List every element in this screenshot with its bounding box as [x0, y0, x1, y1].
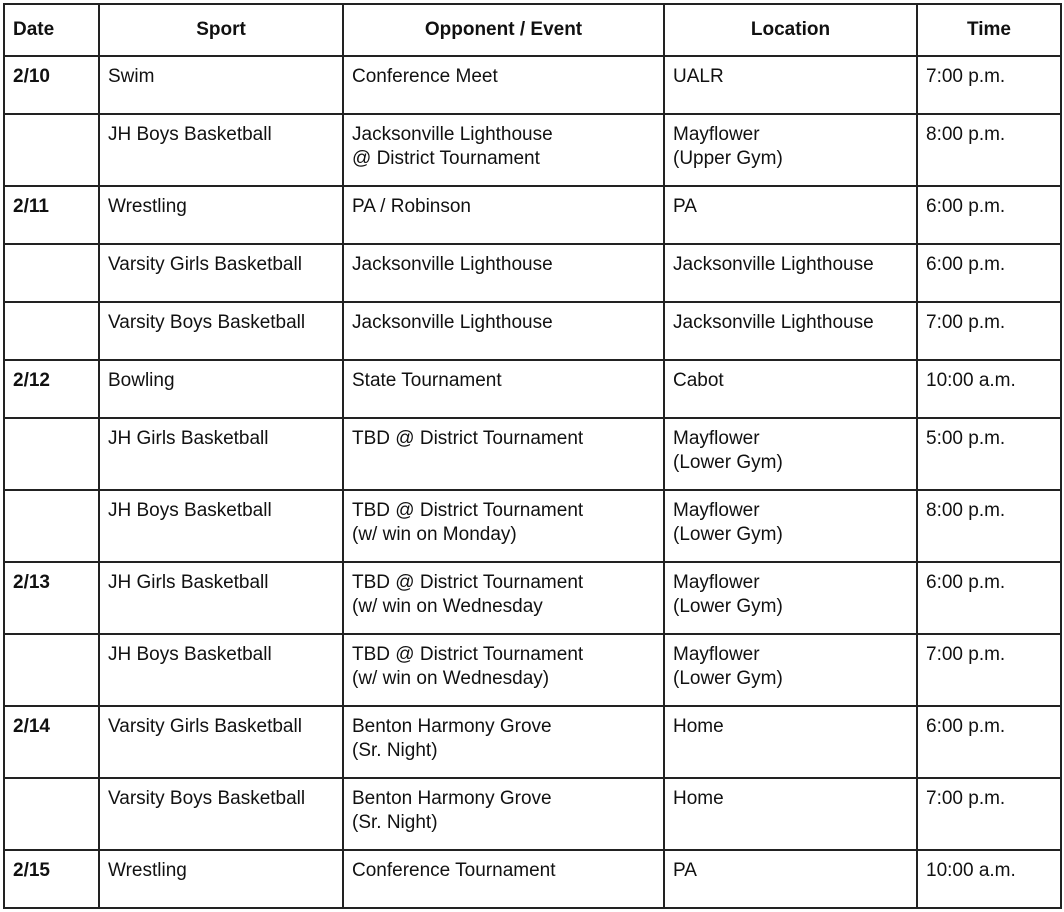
cell-location [664, 706, 917, 778]
opponent-line-2: (Sr. Night) [352, 812, 438, 833]
opponent-line-1: Benton Harmony Grove [352, 788, 552, 809]
header-opponent: Opponent / Event [343, 4, 664, 56]
opponent-line-1: TBD @ District Tournament [352, 500, 584, 521]
cell-time: 7:00 p.m. [917, 302, 1061, 360]
opponent-line-2: (w/ win on Wednesday [352, 596, 543, 617]
cell-date [4, 418, 99, 490]
cell-time: 10:00 a.m. [917, 850, 1061, 908]
cell-location [664, 778, 917, 850]
cell-date: 2/14 [4, 706, 99, 778]
cell-time: 6:00 p.m. [917, 244, 1061, 302]
table-row [4, 186, 1061, 244]
table-row [4, 56, 1061, 114]
cell-location [664, 186, 917, 244]
cell-date [4, 114, 99, 186]
location-line-1: Home [673, 788, 724, 809]
table-row [4, 706, 1061, 778]
opponent-line-1: Jacksonville Lighthouse [352, 312, 553, 333]
cell-sport: Swim [99, 56, 343, 114]
location-line-1: PA [673, 860, 697, 881]
cell-sport: Varsity Girls Basketball [99, 706, 343, 778]
cell-time: 8:00 p.m. [917, 114, 1061, 186]
cell-sport: Varsity Boys Basketball [99, 302, 343, 360]
schedule-container [3, 3, 1062, 909]
cell-opponent [343, 490, 664, 562]
cell-opponent [343, 302, 664, 360]
location-line-1: PA [673, 196, 697, 217]
cell-location [664, 360, 917, 418]
table-row [4, 490, 1061, 562]
cell-time: 7:00 p.m. [917, 56, 1061, 114]
cell-location [664, 562, 917, 634]
schedule-body [4, 56, 1061, 908]
cell-location [664, 114, 917, 186]
header-row [4, 4, 1061, 56]
cell-opponent [343, 114, 664, 186]
opponent-line-2: (w/ win on Monday) [352, 524, 517, 545]
table-row [4, 418, 1061, 490]
cell-time: 6:00 p.m. [917, 562, 1061, 634]
location-line-1: Cabot [673, 370, 724, 391]
cell-sport: JH Girls Basketball [99, 562, 343, 634]
table-row [4, 302, 1061, 360]
cell-opponent [343, 706, 664, 778]
cell-location [664, 302, 917, 360]
cell-date [4, 634, 99, 706]
location-line-1: Mayflower [673, 124, 760, 145]
cell-sport: JH Boys Basketball [99, 114, 343, 186]
cell-opponent [343, 244, 664, 302]
opponent-line-1: Jacksonville Lighthouse [352, 124, 553, 145]
table-row [4, 360, 1061, 418]
opponent-line-1: TBD @ District Tournament [352, 644, 584, 665]
header-location: Location [664, 4, 917, 56]
location-line-2: (Upper Gym) [673, 148, 783, 169]
cell-location [664, 56, 917, 114]
cell-date: 2/13 [4, 562, 99, 634]
cell-date: 2/11 [4, 186, 99, 244]
opponent-line-2: @ District Tournament [352, 148, 540, 169]
cell-sport: Wrestling [99, 850, 343, 908]
cell-opponent [343, 186, 664, 244]
cell-date [4, 778, 99, 850]
location-line-1: Mayflower [673, 644, 760, 665]
cell-time: 5:00 p.m. [917, 418, 1061, 490]
opponent-line-1: Conference Tournament [352, 860, 556, 881]
location-line-1: UALR [673, 66, 724, 87]
schedule-table [3, 3, 1062, 909]
cell-date: 2/12 [4, 360, 99, 418]
cell-opponent [343, 850, 664, 908]
table-row [4, 778, 1061, 850]
cell-sport: Varsity Girls Basketball [99, 244, 343, 302]
opponent-line-1: State Tournament [352, 370, 502, 391]
table-row [4, 114, 1061, 186]
cell-opponent [343, 778, 664, 850]
table-row [4, 634, 1061, 706]
header-sport: Sport [99, 4, 343, 56]
cell-sport: Varsity Boys Basketball [99, 778, 343, 850]
cell-sport: Wrestling [99, 186, 343, 244]
opponent-line-1: Benton Harmony Grove [352, 716, 552, 737]
location-line-2: (Lower Gym) [673, 668, 783, 689]
opponent-line-1: PA / Robinson [352, 196, 472, 217]
opponent-line-2: (w/ win on Wednesday) [352, 668, 550, 689]
opponent-line-1: Jacksonville Lighthouse [352, 254, 553, 275]
cell-location [664, 244, 917, 302]
opponent-line-1: Conference Meet [352, 66, 498, 87]
location-line-1: Mayflower [673, 572, 760, 593]
cell-time: 8:00 p.m. [917, 490, 1061, 562]
location-line-2: (Lower Gym) [673, 524, 783, 545]
cell-opponent [343, 634, 664, 706]
location-line-1: Mayflower [673, 428, 760, 449]
header-date: Date [4, 4, 99, 56]
cell-date [4, 244, 99, 302]
cell-location [664, 490, 917, 562]
opponent-line-1: TBD @ District Tournament [352, 428, 584, 449]
cell-time: 7:00 p.m. [917, 778, 1061, 850]
location-line-1: Mayflower [673, 500, 760, 521]
cell-opponent [343, 562, 664, 634]
cell-time: 10:00 a.m. [917, 360, 1061, 418]
cell-location [664, 418, 917, 490]
location-line-2: (Lower Gym) [673, 452, 783, 473]
location-line-1: Jacksonville Lighthouse [673, 254, 874, 275]
cell-opponent [343, 360, 664, 418]
cell-time: 7:00 p.m. [917, 634, 1061, 706]
opponent-line-1: TBD @ District Tournament [352, 572, 584, 593]
cell-date: 2/10 [4, 56, 99, 114]
cell-opponent [343, 56, 664, 114]
cell-location [664, 850, 917, 908]
cell-date [4, 302, 99, 360]
cell-time: 6:00 p.m. [917, 706, 1061, 778]
opponent-line-2: (Sr. Night) [352, 740, 438, 761]
cell-time: 6:00 p.m. [917, 186, 1061, 244]
cell-sport: JH Girls Basketball [99, 418, 343, 490]
location-line-2: (Lower Gym) [673, 596, 783, 617]
cell-location [664, 634, 917, 706]
location-line-1: Jacksonville Lighthouse [673, 312, 874, 333]
table-row [4, 244, 1061, 302]
cell-sport: Bowling [99, 360, 343, 418]
cell-sport: JH Boys Basketball [99, 490, 343, 562]
cell-date: 2/15 [4, 850, 99, 908]
table-row [4, 562, 1061, 634]
location-line-1: Home [673, 716, 724, 737]
cell-sport: JH Boys Basketball [99, 634, 343, 706]
cell-date [4, 490, 99, 562]
table-row [4, 850, 1061, 908]
header-time: Time [917, 4, 1061, 56]
cell-opponent [343, 418, 664, 490]
